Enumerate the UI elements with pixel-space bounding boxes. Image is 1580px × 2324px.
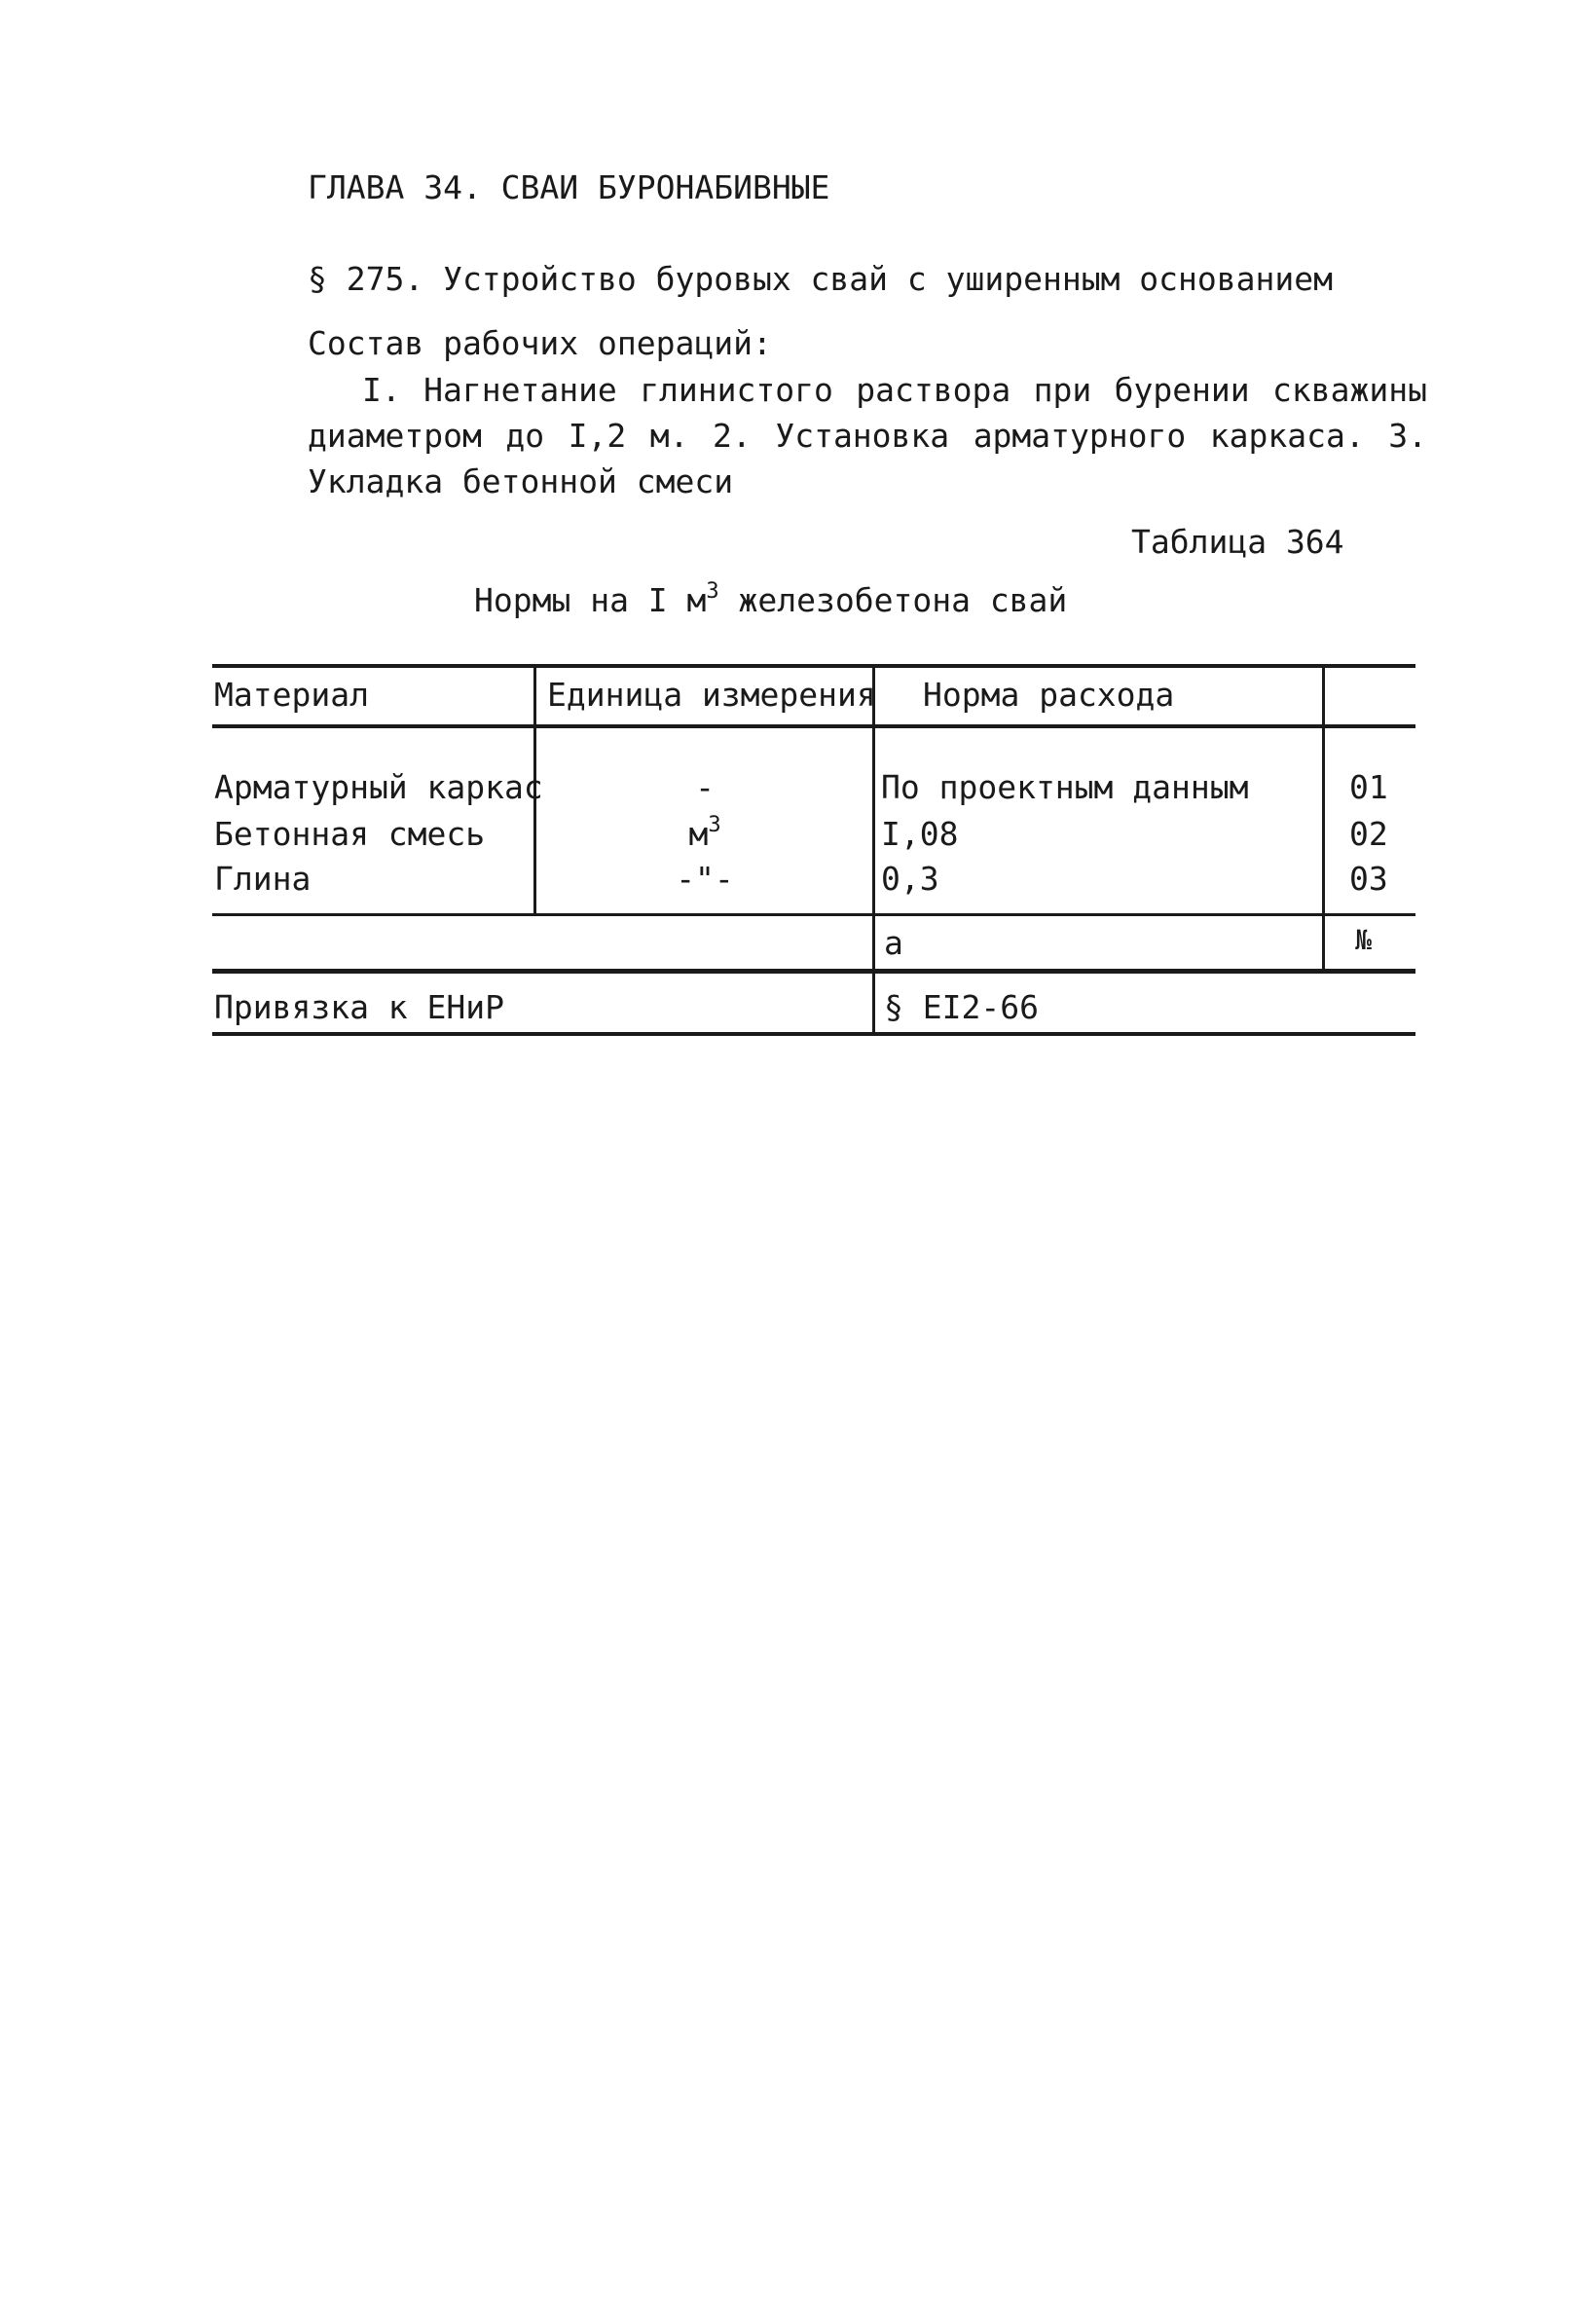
row2-unit xyxy=(537,813,872,853)
table-caption-superscript: 3 xyxy=(706,579,719,604)
chapter-title: ГЛАВА 34. СВАИ БУРОНАБИВНЫЕ xyxy=(308,168,830,206)
operations-text: I. Нагнетание глинистого раствора при бурении скважины диаметром до I,2 м. 2. Установка арматурного каркаса. 3. Укладка бетонной смеси xyxy=(308,371,1427,500)
table-caption xyxy=(474,579,1068,619)
table-body-rule xyxy=(212,913,1415,916)
number-sign: № xyxy=(1355,924,1372,956)
row3-code: 03 xyxy=(1349,860,1388,898)
table-letter-rule xyxy=(212,969,1415,974)
header-unit: Единица измерения xyxy=(547,676,876,714)
row3-unit: -"- xyxy=(676,860,734,898)
row1-code: 01 xyxy=(1349,768,1388,806)
row2-material: Бетонная смесь xyxy=(214,815,486,853)
reference-label: Привязка к ЕНиР xyxy=(214,988,505,1026)
section-title: § 275. Устройство буровых свай с уширенным основанием xyxy=(308,260,1333,298)
header-norm: Норма расхода xyxy=(923,676,1175,714)
row2-unit-superscript: 3 xyxy=(708,813,721,837)
operations-heading: Состав рабочих операций: xyxy=(308,324,772,362)
row3-material: Глина xyxy=(214,860,312,898)
row2-unit-base: м xyxy=(688,815,709,853)
column-letter: а xyxy=(884,924,903,962)
row1-unit: - xyxy=(695,768,715,806)
row2-norm: I,08 xyxy=(881,815,959,853)
reference-value: § EI2-66 xyxy=(884,988,1039,1026)
table-number: Таблица 364 xyxy=(1131,523,1344,561)
row1-norm: По проектным данным xyxy=(881,768,1249,806)
table-vline-3 xyxy=(1322,666,1325,972)
table-vline-2 xyxy=(872,666,875,1034)
row2-code: 02 xyxy=(1349,815,1388,853)
header-material: Материал xyxy=(214,676,369,714)
table-bottom-rule xyxy=(212,1032,1415,1036)
row3-norm: 0,3 xyxy=(881,860,939,898)
table-header-rule xyxy=(212,724,1415,728)
table-caption-prefix: Нормы на I м xyxy=(474,581,707,619)
table-top-rule xyxy=(212,664,1415,668)
table-caption-suffix: железобетона свай xyxy=(718,581,1068,619)
row1-material: Арматурный каркас xyxy=(214,768,543,806)
